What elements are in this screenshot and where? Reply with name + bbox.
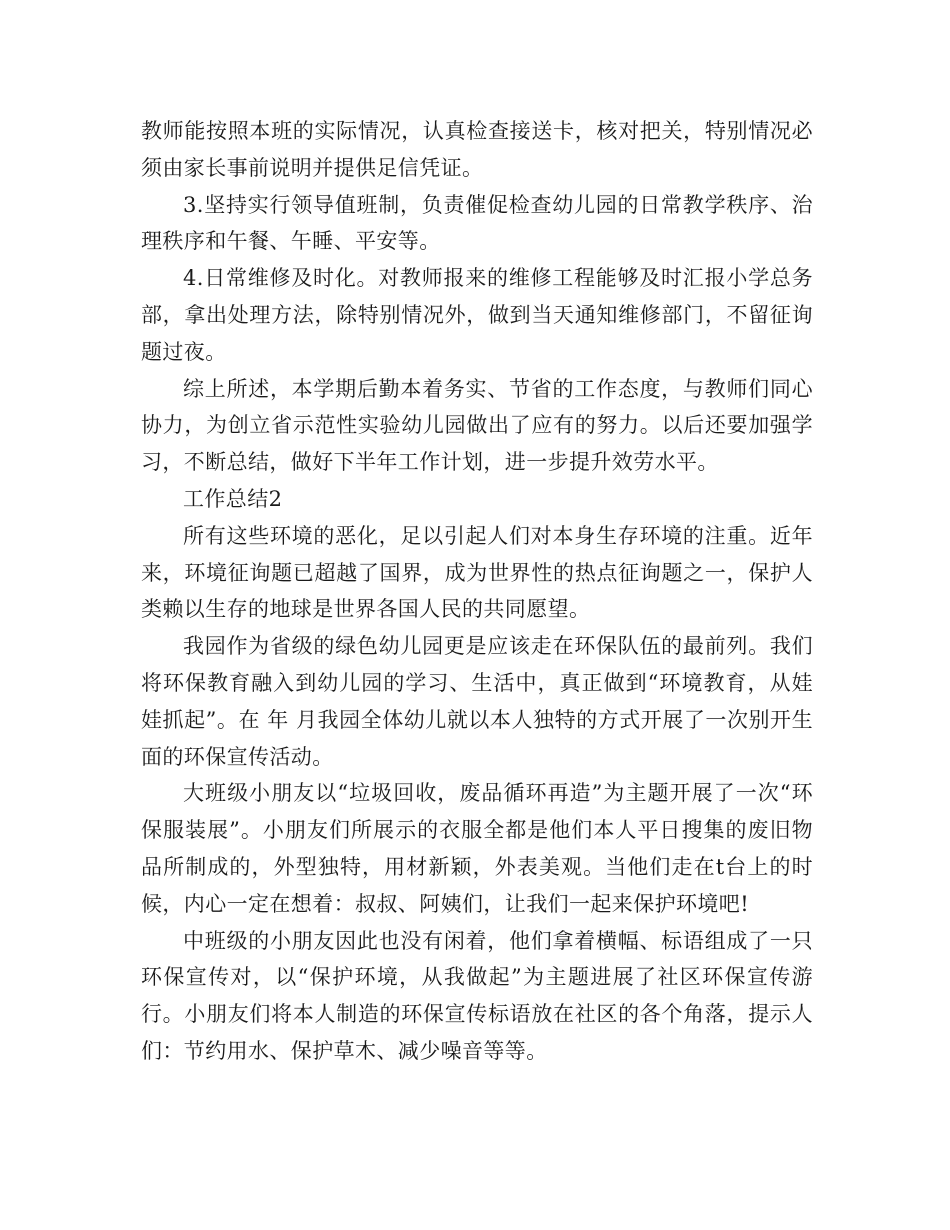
paragraph: 教师能按照本班的实际情况，认真检查接送卡，核对把关，特别情况必须由家长事前说明并提供足信凭证。 xyxy=(141,119,813,180)
paragraph: 我园作为省级的绿色幼儿园更是应该走在环保队伍的最前列。我们将环保教育融入到幼儿园的学习、生活中，真正做到“环境教育，从娃娃抓起”。在 年 月我园全体幼儿就以本人独特的方式开展了一次别开生面的环保宣传活动。 xyxy=(141,634,813,769)
section-heading: 工作总结2 xyxy=(183,486,283,511)
paragraph: 中班级的小朋友因此也没有闲着，他们拿着横幅、标语组成了一只环保宣传对，以“保护环境，从我做起”为主题进展了社区环保宣传游行。小朋友们将本人制造的环保宣传标语放在社区的各个角落，提示人们：节约用水、保护草木、减少噪音等等。 xyxy=(141,928,813,1063)
paragraph: 大班级小朋友以“垃圾回收，废品循环再造”为主题开展了一次“环保服装展”。小朋友们所展示的衣服全都是他们本人平日搜集的废旧物品所制成的，外型独特，用材新颖，外表美观。当他们走在t台上的时候，内心一定在想着：叔叔、阿姨们，让我们一起来保护环境吧! xyxy=(141,781,813,916)
paragraph: 3.坚持实行领导值班制，负责催促检查幼儿园的日常教学秩序、治理秩序和午餐、午睡、平安等。 xyxy=(141,192,813,254)
document-body xyxy=(141,113,813,1070)
paragraph: 综上所述，本学期后勤本着务实、节省的工作态度，与教师们同心协力，为创立省示范性实验幼儿园做出了应有的努力。以后还要加强学习，不断总结，做好下半年工作计划，进一步提升效劳水平。 xyxy=(141,376,813,475)
paragraph: 所有这些环境的恶化，足以引起人们对本身生存环境的注重。近年来，环境征询题已超越了国界，成为世界性的热点征询题之一，保护人类赖以生存的地球是世界各国人民的共同愿望。 xyxy=(141,523,813,622)
paragraph: 4.日常维修及时化。对教师报来的维修工程能够及时汇报小学总务部，拿出处理方法，除特别情况外，做到当天通知维修部门，不留征询题过夜。 xyxy=(141,266,813,364)
